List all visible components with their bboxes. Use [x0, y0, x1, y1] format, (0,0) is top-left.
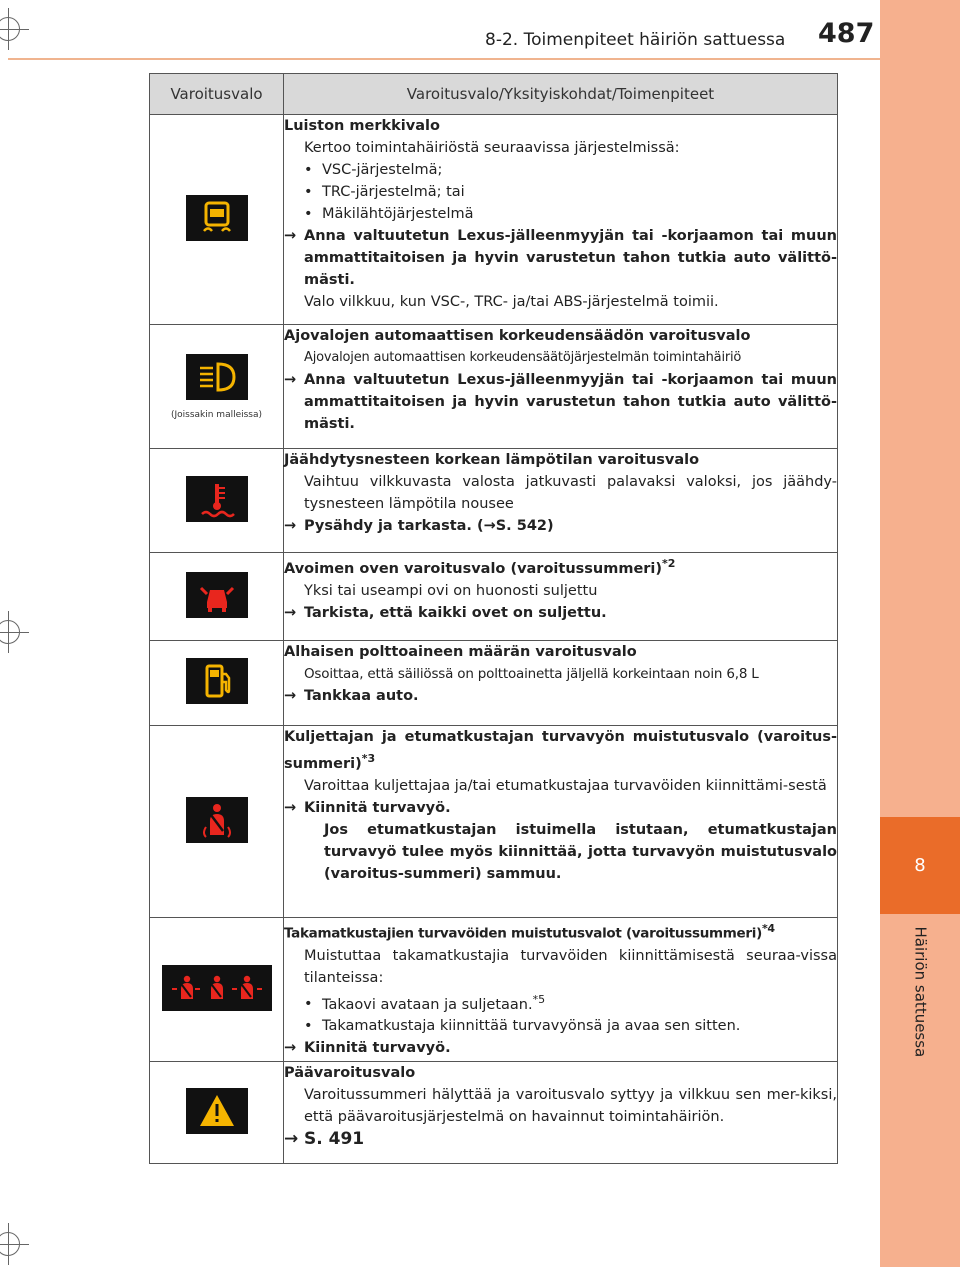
list-item: • TRC-järjestelmä; tai: [284, 181, 837, 203]
section-title: 8-2. Toimenpiteet häiriön sattuessa: [485, 30, 786, 50]
table-row: [150, 115, 838, 325]
row-subnote: Jos etumatkustajan istuimella istutaan, etumatkustajan turvavyö tulee myös kiinnittää, jotta turvavyön muistutusvalo (varoitus-summeri) sammuu.: [324, 821, 837, 882]
chapter-side-tab: [880, 0, 960, 1267]
row-title: Alhaisen polttoaineen määrän varoitusvalo: [284, 644, 637, 660]
row-description: Kertoo toimintahäiriöstä seuraavissa järjestelmissä:: [304, 140, 680, 156]
master-warning-icon: [186, 1088, 248, 1134]
row-description: Vaihtuu vilkkuvasta valosta jatkuvasti palavaksi valoksi, jos jäähdy-tysnesteen lämpötila nousee: [304, 474, 837, 512]
arrow-icon: →: [284, 372, 297, 388]
row-title: Avoimen oven varoitusvalo (varoitussummeri)$^{*2}$: [284, 557, 676, 577]
chapter-number: 8: [880, 817, 960, 914]
row-action: → Tankkaa auto.: [284, 685, 837, 707]
arrow-icon: →: [284, 228, 297, 244]
row-action: → Anna valtuutetun Lexus-jälleenmyyjän tai -korjaamon tai muun ammattitaitoisen ja hyvin varustetun tahon tutkia auto välittö-mästi.: [284, 225, 837, 291]
chapter-title: Häiriön sattuessa: [911, 926, 930, 1058]
table-row: [150, 641, 838, 726]
list-item: • Takamatkustaja kiinnittää turvavyönsä ja avaa sen sitten.: [284, 1015, 837, 1037]
row-description: Ajovalojen automaattisen korkeudensäätöjärjestelmän toimintahäiriö: [304, 350, 742, 365]
availability-note: (Joissakin malleissa): [170, 409, 263, 420]
rear-seatbelt-reminder-icon: [162, 965, 272, 1011]
row-extra: Valo vilkkuu, kun VSC-, TRC- ja/tai ABS-järjestelmä toimii.: [304, 294, 719, 310]
table-row: [150, 449, 838, 553]
row-action: → Tarkista, että kaikki ovet on suljettu.: [284, 602, 837, 624]
header-rule: [8, 58, 880, 60]
arrow-icon: →: [284, 799, 297, 816]
door-open-icon: [186, 572, 248, 618]
crop-mark-bottom-left: [0, 1232, 20, 1256]
row-title: Kuljettajan ja etumatkustajan turvavyön muistutusvalo (varoitus-summeri)$^{*3}$: [284, 729, 837, 772]
row-action: → Kiinnitä turvavyö.: [284, 1037, 837, 1059]
row-description: Osoittaa, että säiliössä on polttoainetta jäljellä korkeintaan noin 6,8 L: [304, 666, 759, 682]
arrow-icon: →: [284, 1129, 299, 1149]
list-item: • Takaovi avataan ja suljetaan.$^{*5}$: [284, 989, 837, 1016]
row-action: → Pysähdy ja tarkasta. (→S. 542): [284, 515, 837, 537]
row-action: → Anna valtuutetun Lexus-jälleenmyyjän tai -korjaamon tai muun ammattitaitoisen ja hyvin varustetun tahon tutkia auto välittö-mästi.: [284, 369, 837, 435]
column-header-details: Varoitusvalo/Yksityiskohdat/Toimenpiteet: [284, 74, 838, 115]
table-row: [150, 726, 838, 918]
arrow-icon: →: [284, 604, 297, 621]
fuel-pump-icon: [186, 658, 248, 704]
table-row: [150, 553, 838, 641]
column-header-light: Varoitusvalo: [150, 74, 284, 115]
row-action: → S. 491: [284, 1129, 365, 1149]
arrow-icon: →: [284, 688, 297, 704]
table-header-row: [150, 74, 838, 115]
row-title: Päävaroitusvalo: [284, 1065, 416, 1081]
row-title: Luiston merkkivalo: [284, 118, 440, 134]
table-row: [150, 918, 838, 1062]
row-title: Takamatkustajien turvavöiden muistutusvalot (varoitussummeri)$^{*4}$: [284, 922, 775, 942]
coolant-temperature-icon: [186, 476, 248, 522]
row-title: Ajovalojen automaattisen korkeudensäädön varoitusvalo: [284, 328, 751, 344]
table-row: [150, 1062, 838, 1164]
slip-indicator-icon: [186, 195, 248, 241]
row-description: Varoittaa kuljettajaa ja/tai etumatkustajaa turvavöiden kiinnittämi-sestä: [304, 777, 827, 794]
table-row: [150, 325, 838, 449]
arrow-icon: →: [284, 518, 297, 534]
row-description: Varoitussummeri hälyttää ja varoitusvalo syttyy ja vilkkuu sen mer-kiksi, että päävaroitusjärjestelmä on havainnut toimintahäiriön.: [304, 1087, 837, 1125]
headlight-leveling-icon: [186, 354, 248, 400]
crop-mark-top-left: [0, 17, 20, 41]
list-item: • Mäkilähtöjärjestelmä: [284, 203, 837, 225]
row-description: Muistuttaa takamatkustajia turvavöiden kiinnittämisestä seuraa-vissa tilanteissa:: [304, 947, 837, 986]
row-action: → Kiinnitä turvavyö.: [284, 797, 837, 819]
warning-light-table: [149, 73, 838, 1164]
list-item: • VSC-järjestelmä;: [284, 159, 837, 181]
arrow-icon: →: [284, 1040, 297, 1057]
seatbelt-reminder-icon: [186, 797, 248, 843]
row-title: Jäähdytysnesteen korkean lämpötilan varoitusvalo: [284, 452, 700, 468]
page-number: 487: [818, 18, 875, 49]
crop-mark-mid-left: [0, 620, 20, 644]
row-description: Yksi tai useampi ovi on huonosti suljettu: [304, 582, 598, 599]
